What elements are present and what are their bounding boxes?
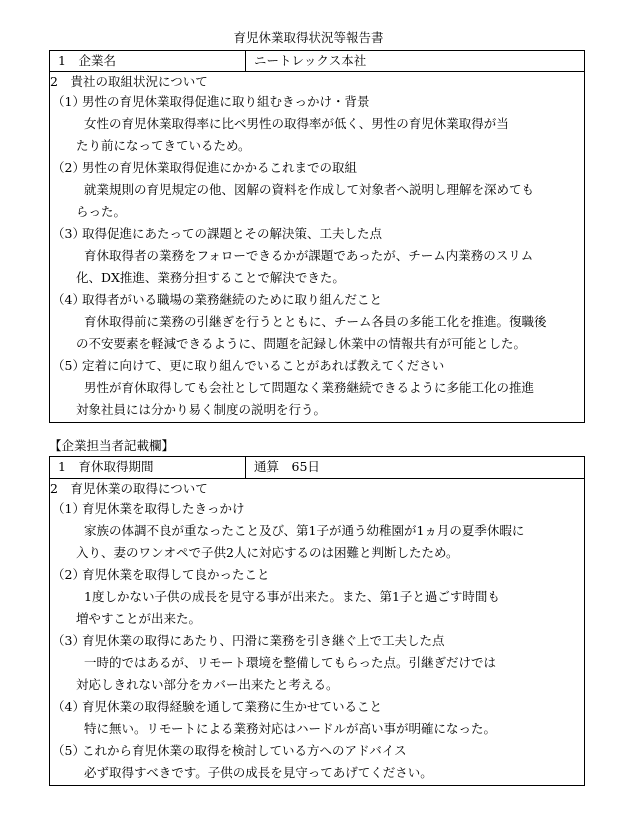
question-title-text: 取得促進にあたっての課題とその解決策、工夫した点 xyxy=(82,226,383,241)
question-title-text: 育児休業を取得したきっかけ xyxy=(82,501,245,516)
answer-line: 入り、妻のワンオペで子供2人に対応するのは困難と判断したため。 xyxy=(76,545,459,560)
question-item xyxy=(50,158,584,224)
question-list xyxy=(50,499,584,785)
question-title-text: 育児休業を取得して良かったこと xyxy=(82,567,270,582)
answer-line: 就業規則の育児規定の他、図解の資料を作成して対象者へ説明し理解を深めても xyxy=(84,182,535,197)
question-number: （1） xyxy=(52,501,85,516)
question-item xyxy=(50,565,584,631)
question-title xyxy=(50,158,584,180)
question-item xyxy=(50,631,584,697)
employee-leave-section xyxy=(50,479,585,786)
answer-line: たり前になってきているため。 xyxy=(76,138,251,153)
answer-line: 1度しかない子供の成長を見守る事が出来た。また、第1子と過ごす時間も xyxy=(84,589,500,604)
question-title-text: 取得者がいる職場の業務継続のために取り組んだこと xyxy=(82,292,383,307)
answer-text xyxy=(50,719,584,741)
company-report-table xyxy=(49,50,585,423)
question-number: （2） xyxy=(52,567,85,582)
question-title xyxy=(50,741,584,763)
answer-line: 増やすことが出来た。 xyxy=(76,611,202,626)
question-item xyxy=(50,499,584,565)
page-title: 育児休業取得状況等報告書 xyxy=(233,30,384,45)
question-item xyxy=(50,741,584,785)
question-title xyxy=(50,224,584,246)
question-item xyxy=(50,290,584,356)
question-title xyxy=(50,290,584,312)
question-number: （1） xyxy=(52,94,85,109)
answer-text xyxy=(50,521,584,565)
answer-line: 育休取得前に業務の引継ぎを行うとともに、チーム各員の多能工化を推進。復職後 xyxy=(84,314,547,329)
question-title xyxy=(50,697,584,719)
answer-line: 必ず取得すべきです。子供の成長を見守ってあげてください。 xyxy=(84,765,433,780)
question-title xyxy=(50,565,584,587)
question-number: （4） xyxy=(52,699,85,714)
company-efforts-section xyxy=(50,72,585,423)
answer-line: 対象社員には分かり易く制度の説明を行う。 xyxy=(76,402,327,417)
answer-line: 特に無い。リモートによる業務対応はハードルが高い事が明確になった。 xyxy=(84,721,497,736)
question-number: （4） xyxy=(52,292,85,307)
question-number: （2） xyxy=(52,160,85,175)
question-title-text: 育児休業の取得経験を通して業務に生かせていること xyxy=(82,699,383,714)
section-title: 2 貴社の取組状況について xyxy=(50,74,208,89)
answer-line: 男性が育休取得しても会社として問題なく業務継続できるように多能工化の推進 xyxy=(84,380,535,395)
company-name-value: ニートレックス本社 xyxy=(246,51,585,72)
answer-line: 家族の体調不良が重なったこと及び、第1子が通う幼稚園が1ヵ月の夏季休暇に xyxy=(84,523,525,538)
question-item xyxy=(50,92,584,158)
question-item xyxy=(50,356,584,422)
answer-text xyxy=(50,114,584,158)
answer-line: 育休取得者の業務をフォローできるかが課題であったが、チーム内業務のスリム xyxy=(84,248,534,263)
question-number: （5） xyxy=(52,358,85,373)
question-title xyxy=(50,499,584,521)
question-title-text: 育児休業の取得にあたり、円滑に業務を引き継ぐ上で工夫した点 xyxy=(82,633,445,648)
question-title-text: 男性の育児休業取得促進にかかるこれまでの取組 xyxy=(82,160,358,175)
answer-line: 女性の育児休業取得率に比べ男性の取得率が低く、男性の育児休業取得が当 xyxy=(84,116,509,131)
question-title xyxy=(50,631,584,653)
answer-text xyxy=(50,653,584,697)
answer-text xyxy=(50,378,584,422)
answer-line: 化、DX推進、業務分担することで解決できた。 xyxy=(76,270,345,285)
question-item xyxy=(50,224,584,290)
answer-text xyxy=(50,312,584,356)
answer-text xyxy=(50,246,584,290)
question-number: （3） xyxy=(52,226,85,241)
employee-report-table xyxy=(49,456,585,786)
question-title-text: 定着に向けて、更に取り組んでいることがあれば教えてください xyxy=(82,358,445,373)
answer-text xyxy=(50,763,584,785)
question-title-text: 男性の育児休業取得促進に取り組むきっかけ・背景 xyxy=(82,94,370,109)
employee-section-label: 【企業担当者記載欄】 xyxy=(49,438,175,453)
question-title xyxy=(50,92,584,114)
question-number: （5） xyxy=(52,743,85,758)
answer-line: の不安要素を軽減できるように、問題を記録し休業中の情報共有が可能とした。 xyxy=(76,336,527,351)
company-name-label: 1 企業名 xyxy=(50,51,246,72)
answer-text xyxy=(50,587,584,631)
answer-line: 対応しきれない部分をカバー出来たと考える。 xyxy=(76,677,339,692)
leave-period-label: 1 育休取得期間 xyxy=(50,457,246,479)
question-title xyxy=(50,356,584,378)
leave-period-value: 通算 65日 xyxy=(246,457,585,479)
answer-text xyxy=(50,180,584,224)
question-item xyxy=(50,697,584,741)
section-title: 2 育児休業の取得について xyxy=(50,481,208,496)
answer-line: らった。 xyxy=(76,204,127,219)
question-list xyxy=(50,92,584,422)
question-number: （3） xyxy=(52,633,85,648)
answer-line: 一時的ではあるが、リモート環境を整備してもらった点。引継ぎだけでは xyxy=(84,655,497,670)
question-title-text: これから育児休業の取得を検討している方へのアドバイス xyxy=(82,743,407,758)
